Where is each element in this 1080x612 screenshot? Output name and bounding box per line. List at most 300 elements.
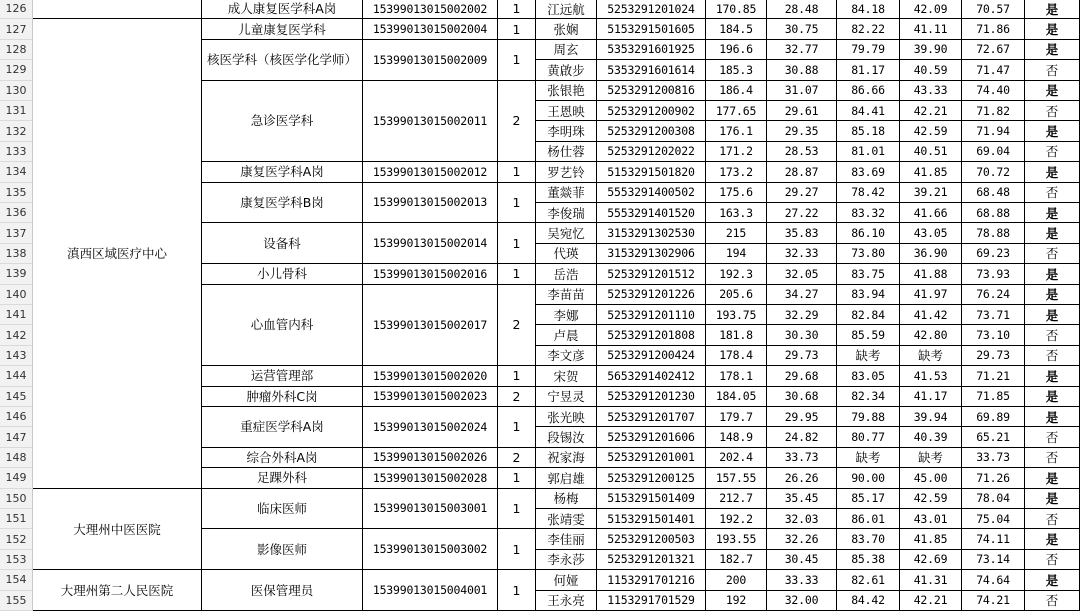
written-score-cell[interactable]: 200 (706, 570, 767, 590)
dept-cell[interactable]: 影像医师 (202, 529, 363, 570)
name-cell[interactable]: 段锡汝 (536, 427, 597, 447)
code-cell[interactable]: 15399013015003002 (363, 529, 498, 570)
name-cell[interactable]: 张光映 (536, 407, 597, 427)
name-cell[interactable]: 李娜 (536, 305, 597, 325)
exam-id-cell[interactable]: 5653291402412 (597, 366, 706, 386)
exam-id-cell[interactable]: 5553291401520 (597, 203, 706, 223)
interview-converted-cell[interactable]: 41.11 (900, 19, 962, 39)
pass-cell[interactable]: 是 (1025, 489, 1080, 509)
exam-id-cell[interactable]: 5153291501409 (597, 489, 706, 509)
total-score-cell[interactable]: 74.64 (962, 570, 1025, 590)
interview-converted-cell[interactable]: 41.17 (900, 387, 962, 407)
exam-id-cell[interactable]: 5253291201321 (597, 550, 706, 570)
name-cell[interactable]: 李苗苗 (536, 285, 597, 305)
dept-cell[interactable]: 儿童康复医学科 (202, 19, 363, 39)
written-converted-cell[interactable]: 30.68 (767, 387, 837, 407)
interview-converted-cell[interactable]: 42.21 (900, 591, 962, 611)
total-score-cell[interactable]: 71.47 (962, 60, 1025, 80)
row-header[interactable]: 133 (0, 142, 33, 162)
total-score-cell[interactable]: 73.71 (962, 305, 1025, 325)
code-cell[interactable]: 15399013015002024 (363, 407, 498, 448)
name-cell[interactable]: 宁昱灵 (536, 387, 597, 407)
pass-cell[interactable]: 否 (1025, 550, 1080, 570)
written-converted-cell[interactable]: 35.83 (767, 223, 837, 243)
name-cell[interactable]: 何娅 (536, 570, 597, 590)
written-converted-cell[interactable]: 26.26 (767, 468, 837, 488)
name-cell[interactable]: 代瑛 (536, 244, 597, 264)
interview-score-cell[interactable]: 84.42 (837, 591, 900, 611)
unit-cell[interactable]: 大理州中医医院 (33, 489, 202, 571)
pass-cell[interactable]: 否 (1025, 244, 1080, 264)
row-header[interactable]: 134 (0, 162, 33, 182)
quota-cell[interactable]: 2 (498, 81, 536, 163)
pass-cell[interactable]: 否 (1025, 591, 1080, 611)
written-converted-cell[interactable]: 30.45 (767, 550, 837, 570)
total-score-cell[interactable]: 71.26 (962, 468, 1025, 488)
exam-id-cell[interactable]: 1153291701529 (597, 591, 706, 611)
row-header[interactable]: 152 (0, 529, 33, 549)
pass-cell[interactable]: 是 (1025, 387, 1080, 407)
code-cell[interactable]: 15399013015002028 (363, 468, 498, 488)
row-header[interactable]: 132 (0, 121, 33, 141)
pass-cell[interactable]: 是 (1025, 162, 1080, 182)
written-converted-cell[interactable]: 29.61 (767, 101, 837, 121)
written-converted-cell[interactable]: 29.27 (767, 183, 837, 203)
exam-id-cell[interactable]: 5253291202022 (597, 142, 706, 162)
written-score-cell[interactable]: 175.6 (706, 183, 767, 203)
interview-converted-cell[interactable]: 40.59 (900, 60, 962, 80)
written-score-cell[interactable]: 192.3 (706, 264, 767, 284)
dept-cell[interactable]: 医保管理员 (202, 570, 363, 611)
interview-score-cell[interactable]: 86.66 (837, 81, 900, 101)
row-header[interactable]: 146 (0, 407, 33, 427)
name-cell[interactable]: 张靖雯 (536, 509, 597, 529)
total-score-cell[interactable]: 74.11 (962, 529, 1025, 549)
written-score-cell[interactable]: 196.6 (706, 40, 767, 60)
quota-cell[interactable]: 1 (498, 468, 536, 488)
total-score-cell[interactable]: 78.88 (962, 223, 1025, 243)
code-cell[interactable]: 15399013015004001 (363, 570, 498, 611)
total-score-cell[interactable]: 69.89 (962, 407, 1025, 427)
interview-score-cell[interactable]: 85.18 (837, 121, 900, 141)
pass-cell[interactable]: 是 (1025, 285, 1080, 305)
name-cell[interactable]: 江远航 (536, 0, 597, 19)
interview-score-cell[interactable]: 85.59 (837, 325, 900, 345)
pass-cell[interactable]: 否 (1025, 448, 1080, 468)
total-score-cell[interactable]: 65.21 (962, 427, 1025, 447)
pass-cell[interactable]: 是 (1025, 19, 1080, 39)
dept-cell[interactable]: 康复医学科B岗 (202, 183, 363, 224)
pass-cell[interactable]: 是 (1025, 40, 1080, 60)
row-header[interactable]: 149 (0, 468, 33, 488)
written-score-cell[interactable]: 178.4 (706, 346, 767, 366)
row-header[interactable]: 131 (0, 101, 33, 121)
row-header[interactable]: 142 (0, 325, 33, 345)
written-score-cell[interactable]: 193.75 (706, 305, 767, 325)
pass-cell[interactable]: 否 (1025, 101, 1080, 121)
interview-score-cell[interactable]: 81.01 (837, 142, 900, 162)
quota-cell[interactable]: 2 (498, 448, 536, 468)
interview-converted-cell[interactable]: 41.66 (900, 203, 962, 223)
total-score-cell[interactable]: 71.86 (962, 19, 1025, 39)
interview-converted-cell[interactable]: 43.05 (900, 223, 962, 243)
quota-cell[interactable]: 1 (498, 570, 536, 611)
quota-cell[interactable]: 1 (498, 489, 536, 530)
interview-converted-cell[interactable]: 42.21 (900, 101, 962, 121)
code-cell[interactable]: 15399013015002017 (363, 285, 498, 367)
written-score-cell[interactable]: 186.4 (706, 81, 767, 101)
row-header[interactable]: 147 (0, 427, 33, 447)
interview-converted-cell[interactable]: 42.80 (900, 325, 962, 345)
row-header[interactable]: 148 (0, 448, 33, 468)
code-cell[interactable]: 15399013015002016 (363, 264, 498, 284)
interview-converted-cell[interactable]: 41.53 (900, 366, 962, 386)
row-header[interactable]: 139 (0, 264, 33, 284)
interview-converted-cell[interactable]: 45.00 (900, 468, 962, 488)
written-score-cell[interactable]: 194 (706, 244, 767, 264)
exam-id-cell[interactable]: 5253291200503 (597, 529, 706, 549)
total-score-cell[interactable]: 74.40 (962, 81, 1025, 101)
dept-cell[interactable]: 足踝外科 (202, 468, 363, 488)
written-score-cell[interactable]: 212.7 (706, 489, 767, 509)
quota-cell[interactable]: 1 (498, 183, 536, 224)
dept-cell[interactable]: 小儿骨科 (202, 264, 363, 284)
written-score-cell[interactable]: 184.05 (706, 387, 767, 407)
interview-score-cell[interactable]: 80.77 (837, 427, 900, 447)
pass-cell[interactable]: 是 (1025, 468, 1080, 488)
written-converted-cell[interactable]: 28.53 (767, 142, 837, 162)
total-score-cell[interactable]: 74.21 (962, 591, 1025, 611)
total-score-cell[interactable]: 71.85 (962, 387, 1025, 407)
written-score-cell[interactable]: 170.85 (706, 0, 767, 19)
row-header[interactable]: 154 (0, 570, 33, 590)
written-converted-cell[interactable]: 29.95 (767, 407, 837, 427)
interview-converted-cell[interactable]: 41.85 (900, 162, 962, 182)
written-score-cell[interactable]: 157.55 (706, 468, 767, 488)
exam-id-cell[interactable]: 5253291200902 (597, 101, 706, 121)
pass-cell[interactable]: 否 (1025, 142, 1080, 162)
code-cell[interactable]: 15399013015002013 (363, 183, 498, 224)
exam-id-cell[interactable]: 3153291302906 (597, 244, 706, 264)
interview-score-cell[interactable]: 79.79 (837, 40, 900, 60)
written-converted-cell[interactable]: 31.07 (767, 81, 837, 101)
written-score-cell[interactable]: 177.65 (706, 101, 767, 121)
interview-converted-cell[interactable]: 42.09 (900, 0, 962, 19)
interview-score-cell[interactable]: 81.17 (837, 60, 900, 80)
row-header[interactable]: 155 (0, 591, 33, 611)
pass-cell[interactable]: 否 (1025, 509, 1080, 529)
quota-cell[interactable]: 1 (498, 223, 536, 264)
row-header[interactable]: 144 (0, 366, 33, 386)
total-score-cell[interactable]: 33.73 (962, 448, 1025, 468)
interview-converted-cell[interactable]: 缺考 (900, 448, 962, 468)
code-cell[interactable]: 15399013015002012 (363, 162, 498, 182)
written-converted-cell[interactable]: 34.27 (767, 285, 837, 305)
code-cell[interactable]: 15399013015002009 (363, 40, 498, 81)
pass-cell[interactable]: 否 (1025, 346, 1080, 366)
interview-score-cell[interactable]: 82.84 (837, 305, 900, 325)
dept-cell[interactable]: 设备科 (202, 223, 363, 264)
name-cell[interactable]: 郭启雄 (536, 468, 597, 488)
exam-id-cell[interactable]: 3153291302530 (597, 223, 706, 243)
dept-cell[interactable]: 急诊医学科 (202, 81, 363, 163)
name-cell[interactable]: 李佳丽 (536, 529, 597, 549)
row-header[interactable]: 140 (0, 285, 33, 305)
interview-score-cell[interactable]: 85.17 (837, 489, 900, 509)
pass-cell[interactable]: 否 (1025, 427, 1080, 447)
written-converted-cell[interactable]: 33.73 (767, 448, 837, 468)
written-converted-cell[interactable]: 30.88 (767, 60, 837, 80)
total-score-cell[interactable]: 71.82 (962, 101, 1025, 121)
exam-id-cell[interactable]: 5253291201606 (597, 427, 706, 447)
total-score-cell[interactable]: 69.23 (962, 244, 1025, 264)
exam-id-cell[interactable]: 5253291201001 (597, 448, 706, 468)
row-header[interactable]: 126 (0, 0, 33, 19)
pass-cell[interactable]: 是 (1025, 203, 1080, 223)
name-cell[interactable]: 杨仕蓉 (536, 142, 597, 162)
written-score-cell[interactable]: 215 (706, 223, 767, 243)
quota-cell[interactable]: 2 (498, 285, 536, 367)
written-converted-cell[interactable]: 32.05 (767, 264, 837, 284)
interview-score-cell[interactable]: 86.10 (837, 223, 900, 243)
total-score-cell[interactable]: 76.24 (962, 285, 1025, 305)
name-cell[interactable]: 宋贺 (536, 366, 597, 386)
name-cell[interactable]: 李文彦 (536, 346, 597, 366)
name-cell[interactable]: 张娴 (536, 19, 597, 39)
written-converted-cell[interactable]: 28.48 (767, 0, 837, 19)
pass-cell[interactable]: 否 (1025, 183, 1080, 203)
pass-cell[interactable]: 是 (1025, 570, 1080, 590)
exam-id-cell[interactable]: 5253291200816 (597, 81, 706, 101)
interview-converted-cell[interactable]: 41.42 (900, 305, 962, 325)
written-score-cell[interactable]: 185.3 (706, 60, 767, 80)
exam-id-cell[interactable]: 5153291501401 (597, 509, 706, 529)
name-cell[interactable]: 张银艳 (536, 81, 597, 101)
written-score-cell[interactable]: 182.7 (706, 550, 767, 570)
total-score-cell[interactable]: 71.94 (962, 121, 1025, 141)
code-cell[interactable]: 15399013015002002 (363, 0, 498, 19)
exam-id-cell[interactable]: 5253291201024 (597, 0, 706, 19)
interview-score-cell[interactable]: 78.42 (837, 183, 900, 203)
name-cell[interactable]: 王永亮 (536, 591, 597, 611)
row-header[interactable]: 141 (0, 305, 33, 325)
exam-id-cell[interactable]: 5253291201110 (597, 305, 706, 325)
code-cell[interactable]: 15399013015002014 (363, 223, 498, 264)
written-score-cell[interactable]: 178.1 (706, 366, 767, 386)
interview-score-cell[interactable]: 85.38 (837, 550, 900, 570)
interview-converted-cell[interactable]: 43.33 (900, 81, 962, 101)
interview-converted-cell[interactable]: 39.94 (900, 407, 962, 427)
dept-cell[interactable]: 综合外科A岗 (202, 448, 363, 468)
dept-cell[interactable]: 核医学科（核医学化学师） (202, 40, 363, 81)
interview-converted-cell[interactable]: 41.85 (900, 529, 962, 549)
quota-cell[interactable]: 1 (498, 529, 536, 570)
dept-cell[interactable]: 康复医学科A岗 (202, 162, 363, 182)
pass-cell[interactable]: 是 (1025, 121, 1080, 141)
exam-id-cell[interactable]: 1153291701216 (597, 570, 706, 590)
total-score-cell[interactable]: 68.48 (962, 183, 1025, 203)
interview-converted-cell[interactable]: 42.69 (900, 550, 962, 570)
written-score-cell[interactable]: 205.6 (706, 285, 767, 305)
interview-converted-cell[interactable]: 43.01 (900, 509, 962, 529)
written-converted-cell[interactable]: 30.75 (767, 19, 837, 39)
pass-cell[interactable]: 是 (1025, 366, 1080, 386)
interview-converted-cell[interactable]: 40.51 (900, 142, 962, 162)
unit-cell[interactable] (33, 0, 202, 19)
total-score-cell[interactable]: 70.57 (962, 0, 1025, 19)
exam-id-cell[interactable]: 5153291501820 (597, 162, 706, 182)
quota-cell[interactable]: 1 (498, 407, 536, 448)
interview-converted-cell[interactable]: 41.97 (900, 285, 962, 305)
row-header[interactable]: 135 (0, 183, 33, 203)
written-converted-cell[interactable]: 33.33 (767, 570, 837, 590)
quota-cell[interactable]: 1 (498, 19, 536, 39)
interview-score-cell[interactable]: 缺考 (837, 448, 900, 468)
exam-id-cell[interactable]: 5153291501605 (597, 19, 706, 39)
written-converted-cell[interactable]: 32.26 (767, 529, 837, 549)
interview-converted-cell[interactable]: 42.59 (900, 489, 962, 509)
name-cell[interactable]: 卢晨 (536, 325, 597, 345)
written-converted-cell[interactable]: 32.03 (767, 509, 837, 529)
name-cell[interactable]: 罗艺铃 (536, 162, 597, 182)
written-score-cell[interactable]: 173.2 (706, 162, 767, 182)
interview-score-cell[interactable]: 83.94 (837, 285, 900, 305)
row-header[interactable]: 138 (0, 244, 33, 264)
written-score-cell[interactable]: 192 (706, 591, 767, 611)
row-header[interactable]: 137 (0, 223, 33, 243)
pass-cell[interactable]: 是 (1025, 0, 1080, 19)
interview-score-cell[interactable]: 73.80 (837, 244, 900, 264)
written-score-cell[interactable]: 202.4 (706, 448, 767, 468)
dept-cell[interactable]: 心血管内科 (202, 285, 363, 367)
interview-score-cell[interactable]: 83.69 (837, 162, 900, 182)
dept-cell[interactable]: 运营管理部 (202, 366, 363, 386)
written-converted-cell[interactable]: 29.73 (767, 346, 837, 366)
total-score-cell[interactable]: 73.14 (962, 550, 1025, 570)
interview-converted-cell[interactable]: 缺考 (900, 346, 962, 366)
exam-id-cell[interactable]: 5253291201230 (597, 387, 706, 407)
exam-id-cell[interactable]: 5253291200424 (597, 346, 706, 366)
pass-cell[interactable]: 否 (1025, 60, 1080, 80)
exam-id-cell[interactable]: 5253291201512 (597, 264, 706, 284)
written-converted-cell[interactable]: 29.68 (767, 366, 837, 386)
written-converted-cell[interactable]: 30.30 (767, 325, 837, 345)
written-score-cell[interactable]: 193.55 (706, 529, 767, 549)
written-score-cell[interactable]: 171.2 (706, 142, 767, 162)
total-score-cell[interactable]: 29.73 (962, 346, 1025, 366)
written-converted-cell[interactable]: 28.87 (767, 162, 837, 182)
exam-id-cell[interactable]: 5253291201707 (597, 407, 706, 427)
written-converted-cell[interactable]: 32.29 (767, 305, 837, 325)
written-converted-cell[interactable]: 24.82 (767, 427, 837, 447)
quota-cell[interactable]: 2 (498, 387, 536, 407)
name-cell[interactable]: 岳浩 (536, 264, 597, 284)
written-converted-cell[interactable]: 32.77 (767, 40, 837, 60)
row-header[interactable]: 128 (0, 40, 33, 60)
name-cell[interactable]: 吴宛忆 (536, 223, 597, 243)
pass-cell[interactable]: 是 (1025, 264, 1080, 284)
interview-score-cell[interactable]: 83.70 (837, 529, 900, 549)
dept-cell[interactable]: 肿瘤外科C岗 (202, 387, 363, 407)
quota-cell[interactable]: 1 (498, 0, 536, 19)
dept-cell[interactable]: 成人康复医学科A岗 (202, 0, 363, 19)
interview-converted-cell[interactable]: 42.59 (900, 121, 962, 141)
exam-id-cell[interactable]: 5253291201808 (597, 325, 706, 345)
row-header[interactable]: 136 (0, 203, 33, 223)
unit-cell[interactable]: 滇西区域医疗中心 (33, 19, 202, 488)
interview-converted-cell[interactable]: 39.90 (900, 40, 962, 60)
total-score-cell[interactable]: 71.21 (962, 366, 1025, 386)
total-score-cell[interactable]: 73.93 (962, 264, 1025, 284)
total-score-cell[interactable]: 78.04 (962, 489, 1025, 509)
written-converted-cell[interactable]: 29.35 (767, 121, 837, 141)
row-header[interactable]: 151 (0, 509, 33, 529)
exam-id-cell[interactable]: 5353291601614 (597, 60, 706, 80)
code-cell[interactable]: 15399013015002023 (363, 387, 498, 407)
name-cell[interactable]: 黄啟步 (536, 60, 597, 80)
interview-score-cell[interactable]: 79.88 (837, 407, 900, 427)
exam-id-cell[interactable]: 5553291400502 (597, 183, 706, 203)
pass-cell[interactable]: 是 (1025, 81, 1080, 101)
interview-score-cell[interactable]: 83.05 (837, 366, 900, 386)
row-header[interactable]: 150 (0, 489, 33, 509)
name-cell[interactable]: 祝家海 (536, 448, 597, 468)
pass-cell[interactable]: 是 (1025, 305, 1080, 325)
written-score-cell[interactable]: 181.8 (706, 325, 767, 345)
row-header[interactable]: 145 (0, 387, 33, 407)
pass-cell[interactable]: 是 (1025, 407, 1080, 427)
total-score-cell[interactable]: 70.72 (962, 162, 1025, 182)
code-cell[interactable]: 15399013015002020 (363, 366, 498, 386)
name-cell[interactable]: 董燚菲 (536, 183, 597, 203)
exam-id-cell[interactable]: 5253291200308 (597, 121, 706, 141)
name-cell[interactable]: 李永莎 (536, 550, 597, 570)
total-score-cell[interactable]: 68.88 (962, 203, 1025, 223)
interview-score-cell[interactable]: 83.32 (837, 203, 900, 223)
name-cell[interactable]: 周玄 (536, 40, 597, 60)
unit-cell[interactable]: 大理州第二人民医院 (33, 570, 202, 611)
pass-cell[interactable]: 否 (1025, 325, 1080, 345)
dept-cell[interactable]: 重症医学科A岗 (202, 407, 363, 448)
interview-converted-cell[interactable]: 41.88 (900, 264, 962, 284)
exam-id-cell[interactable]: 5353291601925 (597, 40, 706, 60)
row-header[interactable]: 143 (0, 346, 33, 366)
row-header[interactable]: 130 (0, 81, 33, 101)
code-cell[interactable]: 15399013015002026 (363, 448, 498, 468)
total-score-cell[interactable]: 72.67 (962, 40, 1025, 60)
pass-cell[interactable]: 是 (1025, 529, 1080, 549)
quota-cell[interactable]: 1 (498, 264, 536, 284)
interview-score-cell[interactable]: 84.18 (837, 0, 900, 19)
written-converted-cell[interactable]: 32.33 (767, 244, 837, 264)
written-converted-cell[interactable]: 35.45 (767, 489, 837, 509)
dept-cell[interactable]: 临床医师 (202, 489, 363, 530)
code-cell[interactable]: 15399013015002011 (363, 81, 498, 163)
written-score-cell[interactable]: 176.1 (706, 121, 767, 141)
pass-cell[interactable]: 是 (1025, 223, 1080, 243)
quota-cell[interactable]: 1 (498, 40, 536, 81)
interview-converted-cell[interactable]: 39.21 (900, 183, 962, 203)
code-cell[interactable]: 15399013015002004 (363, 19, 498, 39)
name-cell[interactable]: 王恩映 (536, 101, 597, 121)
written-score-cell[interactable]: 163.3 (706, 203, 767, 223)
interview-score-cell[interactable]: 82.22 (837, 19, 900, 39)
interview-score-cell[interactable]: 84.41 (837, 101, 900, 121)
exam-id-cell[interactable]: 5253291201226 (597, 285, 706, 305)
interview-score-cell[interactable]: 90.00 (837, 468, 900, 488)
written-score-cell[interactable]: 148.9 (706, 427, 767, 447)
row-header[interactable]: 127 (0, 19, 33, 39)
